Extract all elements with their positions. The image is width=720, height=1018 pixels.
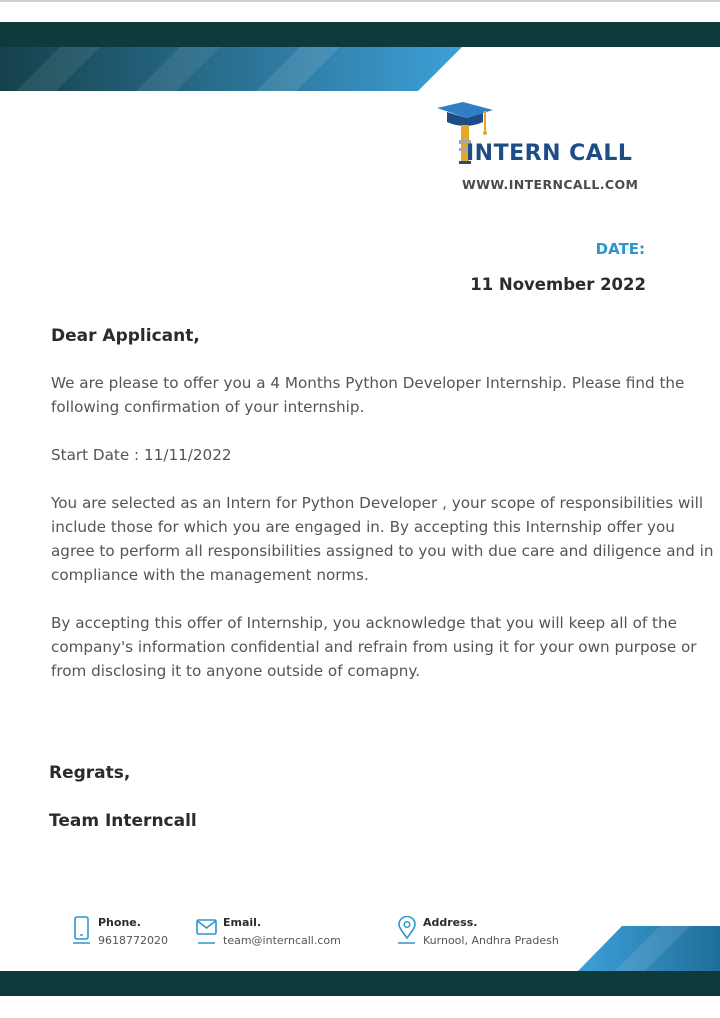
paragraph-start-date: Start Date : 11/11/2022 [51,446,232,464]
closing: Regrats, [49,763,131,783]
phone-value[interactable]: 9618772020 [98,934,168,947]
salutation: Dear Applicant, [51,326,200,346]
brand-website[interactable]: WWW.INTERNCALL.COM [462,177,639,192]
email-label: Email. [223,916,262,929]
paragraph-offer: We are please to offer you a 4 Months Python Developer Internship. Please find the following confirmation of your internship. [51,374,685,416]
brand-name: INTERN CALL [466,141,633,166]
header-decoration [0,0,720,100]
address-value: Kurnool, Andhra Pradesh [423,934,559,947]
paragraph-responsibilities: You are selected as an Intern for Python Developer , your scope of responsibilities will include those for which you are engaged in. By accepting this Internship offer you agree to perform all responsibilities assigned to you with due care and diligence and in compliance with the management norms. [51,494,714,584]
address-label: Address. [423,916,478,929]
date-value: 11 November 2022 [470,275,646,294]
phone-label: Phone. [98,916,141,929]
paragraph-confidentiality: By accepting this offer of Internship, you acknowledge that you will keep all of the company's information confidential and refrain from using it for your own purpose or from disclosing it to anyone outside of comapny. [51,614,697,680]
email-value[interactable]: team@interncall.com [223,934,341,947]
footer-decoration [0,920,720,1018]
date-label: DATE: [595,240,645,258]
signature: Team Interncall [49,811,197,831]
